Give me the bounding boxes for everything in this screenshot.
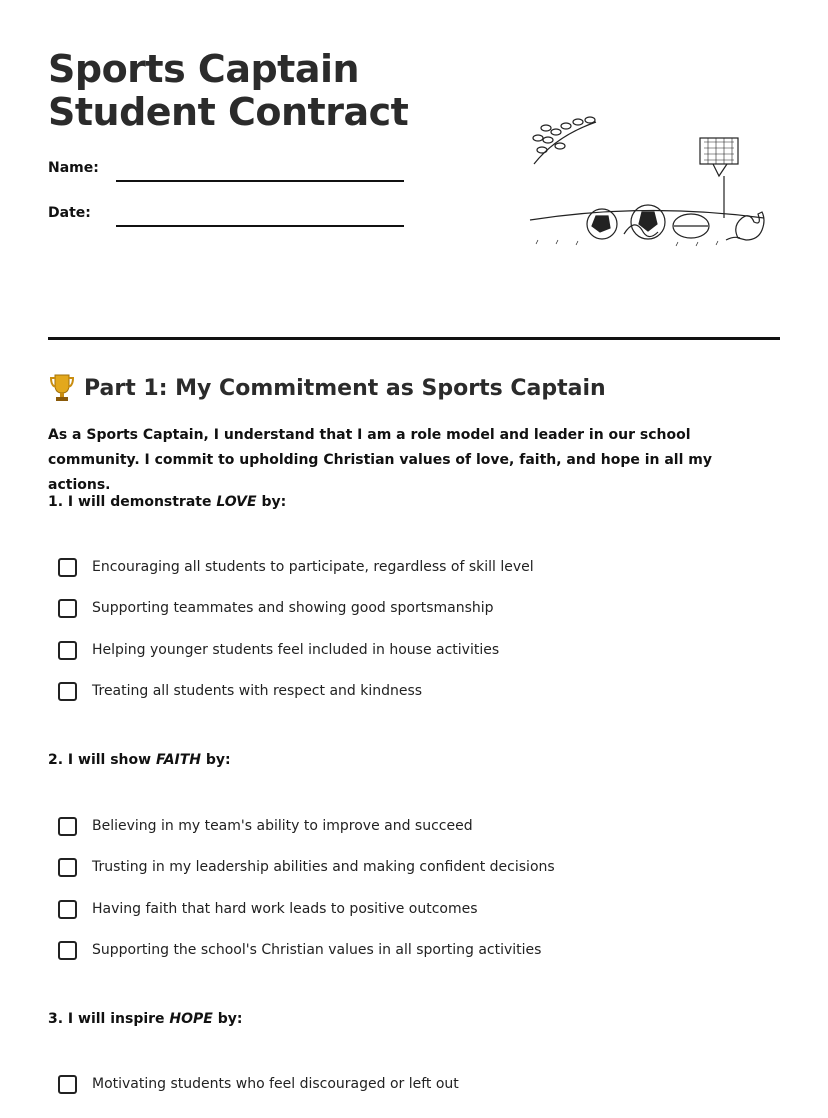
checklist-item-label: Supporting teammates and showing good sportsmanship <box>92 600 494 616</box>
checkbox[interactable] <box>58 599 77 618</box>
checklist-item-label: Trusting in my leadership abilities and making confident decisions <box>92 859 555 875</box>
checklist-item[interactable] <box>58 555 534 579</box>
checklist-item-label: Motivating students who feel discouraged or left out <box>92 1076 459 1092</box>
hope-subhead: 3. I will inspire HOPE by: <box>48 1011 243 1027</box>
part1-heading-text: Part 1: My Commitment as Sports Captain <box>84 375 606 401</box>
checklist-item[interactable] <box>58 596 494 620</box>
name-field[interactable] <box>116 180 404 182</box>
section-divider <box>48 337 780 340</box>
checklist-item[interactable] <box>58 1072 459 1096</box>
checkbox[interactable] <box>58 858 77 877</box>
part1-heading <box>48 372 606 404</box>
checkbox[interactable] <box>58 1075 77 1094</box>
checklist-item-label: Helping younger students feel included in house activities <box>92 642 500 658</box>
checklist-item-label: Treating all students with respect and kindness <box>92 683 423 699</box>
checkbox[interactable] <box>58 558 77 577</box>
checklist-item[interactable] <box>58 855 555 879</box>
commitment-intro: As a Sports Captain, I understand that I am a role model and leader in our school community. I commit to upholding Christian values of love, faith, and hope in all my actions. <box>48 427 712 493</box>
checkbox[interactable] <box>58 682 77 701</box>
checkbox[interactable] <box>58 817 77 836</box>
checklist-item-label: Encouraging all students to participate, regardless of skill level <box>92 559 534 575</box>
checklist-item[interactable] <box>58 638 499 662</box>
checkbox[interactable] <box>58 641 77 660</box>
sports-field-illustration <box>526 106 770 254</box>
checklist-item[interactable] <box>58 938 541 962</box>
love-subhead: 1. I will demonstrate LOVE by: <box>48 494 287 510</box>
date-field[interactable] <box>116 225 404 227</box>
checkbox[interactable] <box>58 941 77 960</box>
date-label: Date: <box>48 205 91 221</box>
trophy-icon <box>48 372 76 404</box>
checklist-item[interactable] <box>58 814 473 838</box>
checklist-item-label: Believing in my team's ability to improve and succeed <box>92 818 473 834</box>
checklist-item-label: Supporting the school's Christian values in all sporting activities <box>92 942 542 958</box>
page-title: Sports Captain Student Contract <box>48 47 409 134</box>
checkbox[interactable] <box>58 900 77 919</box>
name-label: Name: <box>48 160 99 176</box>
checklist-item[interactable] <box>58 679 422 703</box>
faith-subhead: 2. I will show FAITH by: <box>48 752 231 768</box>
checklist-item-label: Having faith that hard work leads to positive outcomes <box>92 901 478 917</box>
checklist-item[interactable] <box>58 897 478 921</box>
